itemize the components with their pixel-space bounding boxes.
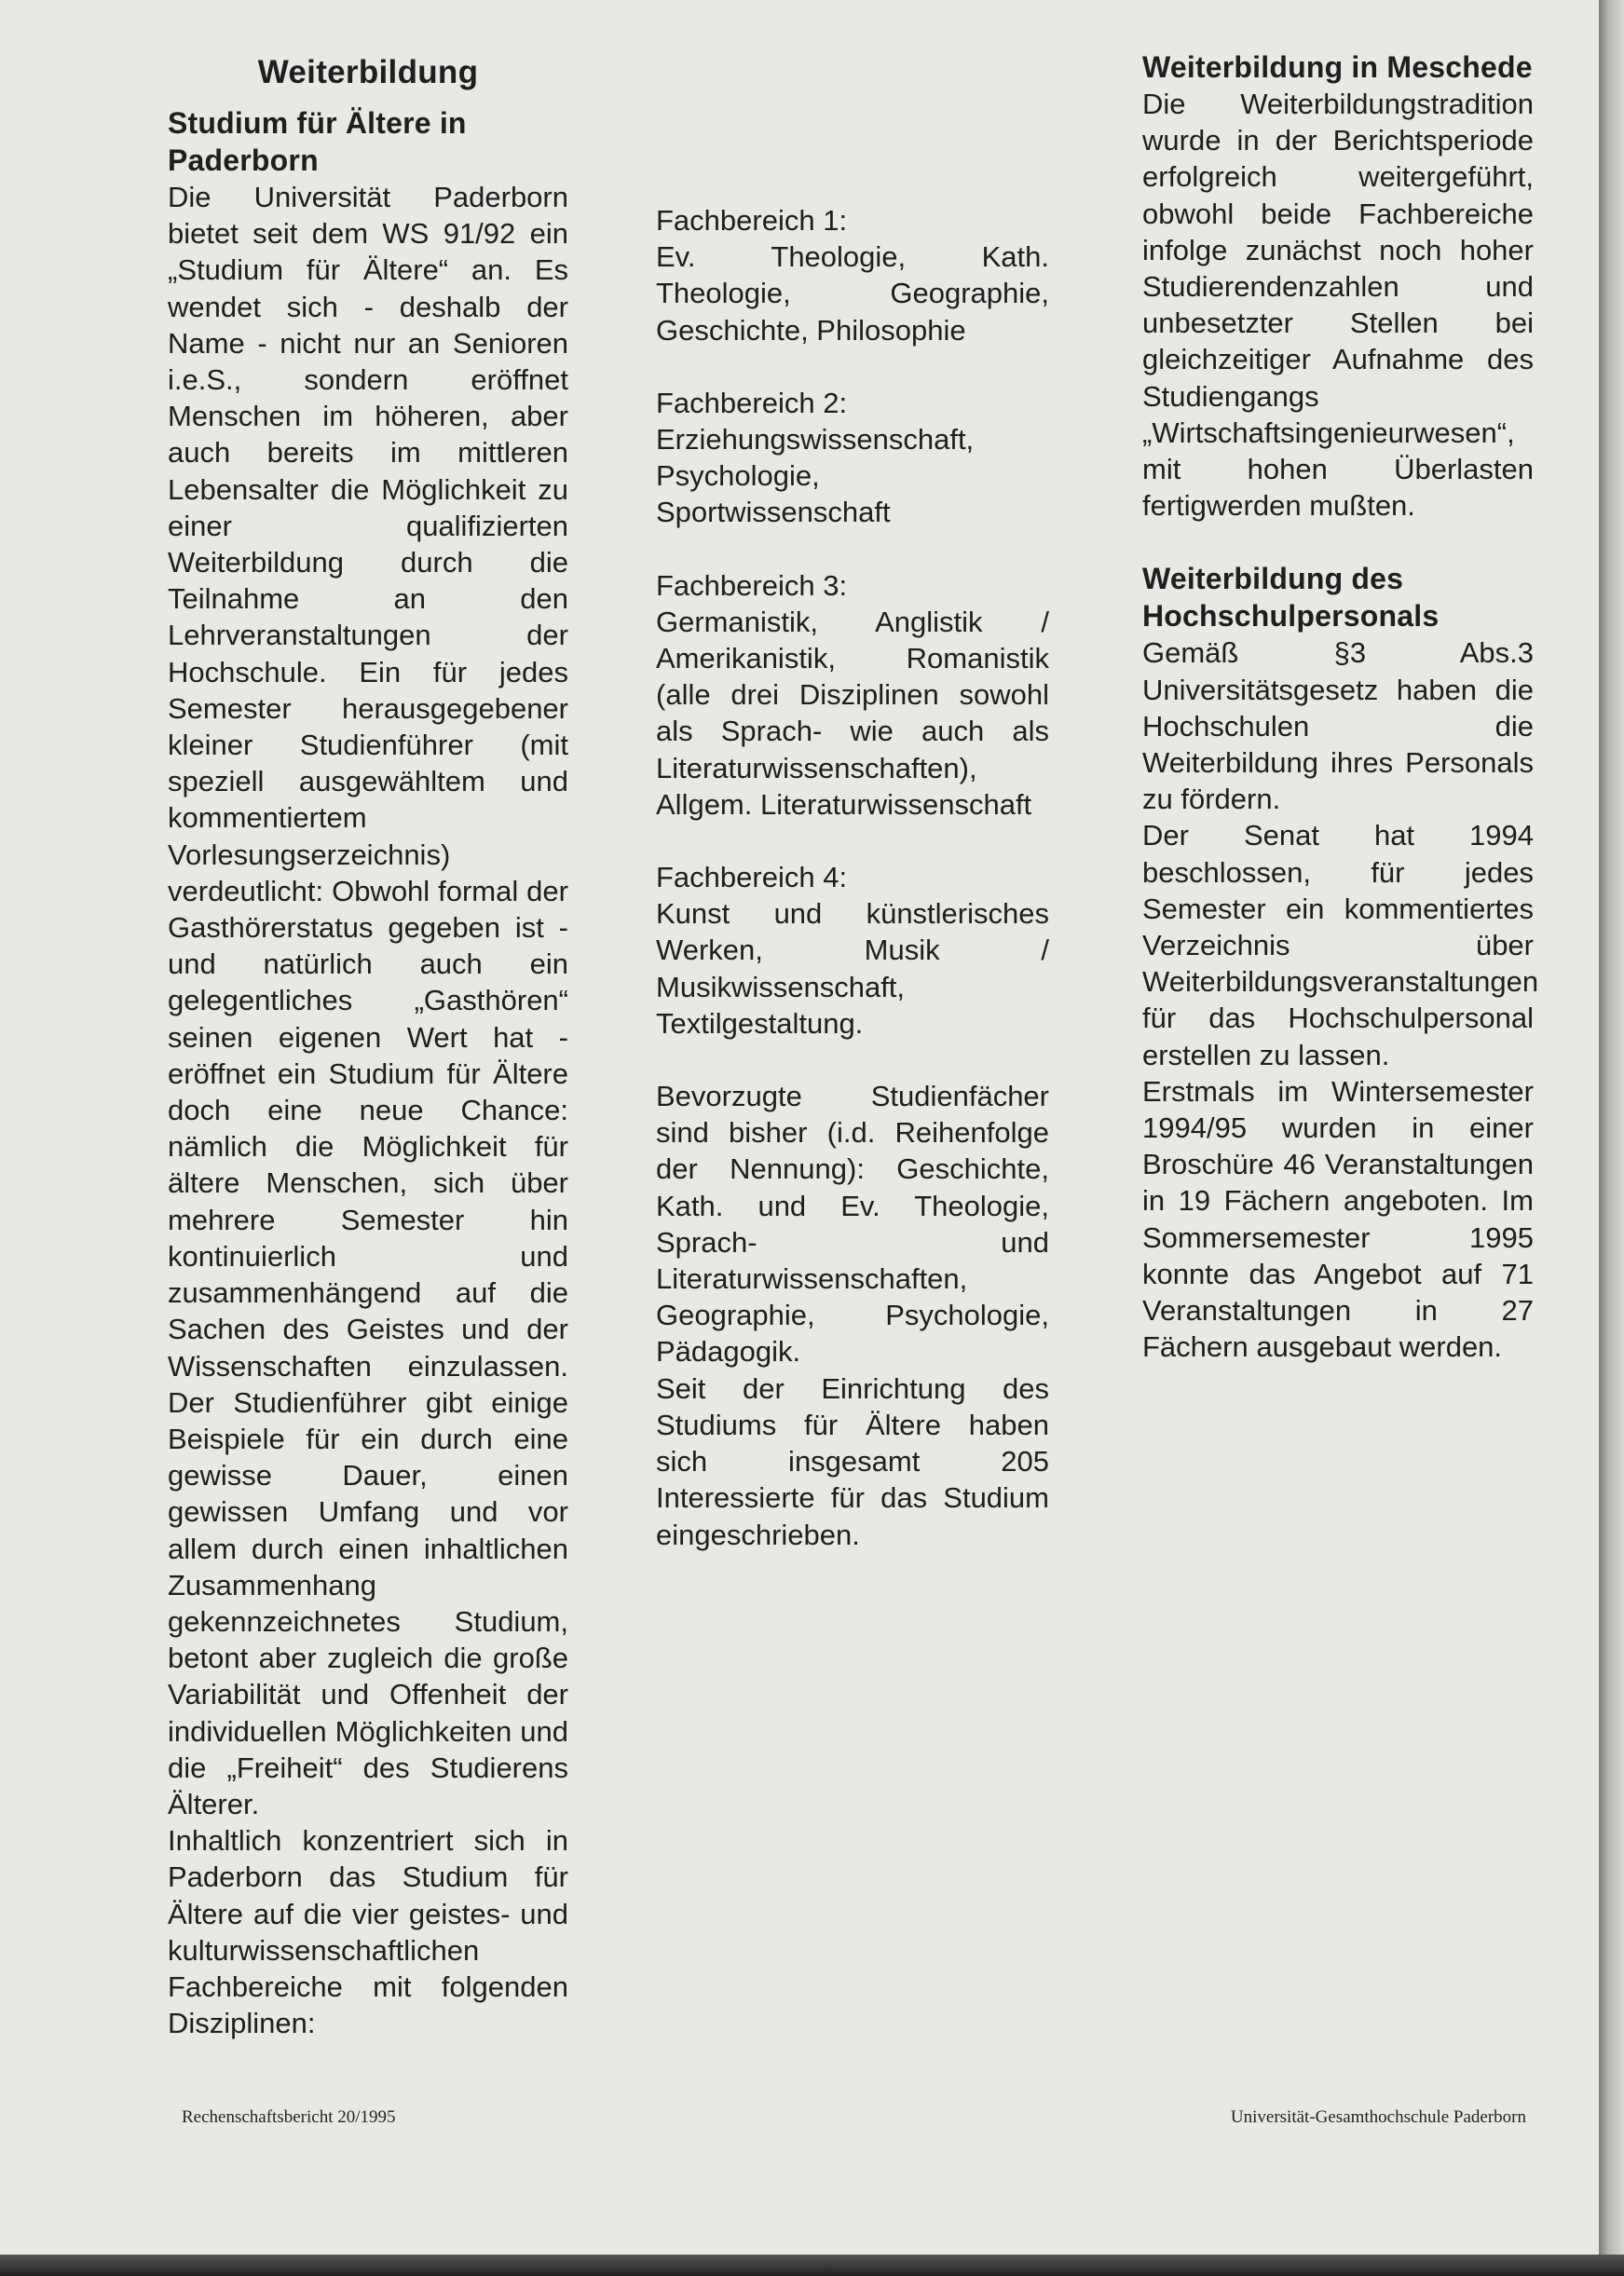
paragraph-bevorzugte-faecher: Bevorzugte Studienfächer sind bisher (i.d. Reihenfolge der Nennung): Geschichte, Kath. und Ev. Theologie, Sprach- und Literaturwissenschaften, Geographie, Psychologie, Pädagogik.	[656, 1080, 1049, 1369]
footer-university: Universität-Gesamthochschule Paderborn	[1230, 2107, 1526, 2127]
faculty-2-name: Fachbereich 2:	[656, 386, 848, 419]
paragraph-inhalt: Inhaltlich konzentriert sich in Paderborn das Studium für Ältere auf die vier geistes- und kulturwissenschaftlichen Fachbereiche mit folgenden Disziplinen:	[168, 1824, 568, 2040]
faculty-2-subjects: Erziehungswissenschaft, Psychologie, Sportwissenschaft	[656, 423, 975, 529]
paragraph-meschede: Die Weiterbildungstradition wurde in der Berichtsperiode erfolgreich weitergeführt, obwohl beide Fachbereiche infolge zunächst noch hoher Studierendenzahlen und unbesetzter Stellen bei gleichzeitiger Aufnahme des Studiengangs „Wirtschaftsingenieurwesen“, mit hohen Überlasten fertigwerden mußten.	[1142, 88, 1534, 523]
heading-meschede: Weiterbildung in Meschede	[1142, 50, 1533, 84]
footer-report-title: Rechenschaftsbericht 20/1995	[182, 2107, 396, 2127]
column-2	[656, 48, 1049, 1553]
faculty-1-subjects: Ev. Theologie, Kath. Theologie, Geographie, Geschichte, Philosophie	[656, 240, 1049, 347]
paragraph-einschreibungen: Seit der Einrichtung des Studiums für Ältere haben sich insgesamt 205 Interessierte für das Studium eingeschrieben.	[656, 1371, 1049, 1551]
paragraph-senat: Der Senat hat 1994 beschlossen, für jedes Semester ein kommentiertes Verzeichnis über Weiterbildungsveranstaltungen für das Hochschulpersonal erstellen zu lassen.	[1142, 819, 1539, 1071]
faculty-1-name: Fachbereich 1:	[656, 204, 848, 237]
heading-studium-aeltere: Studium für Ältere in Paderborn	[168, 106, 467, 177]
faculty-4-name: Fachbereich 4:	[656, 861, 848, 894]
paragraph-intro: Die Universität Paderborn bietet seit dem WS 91/92 ein „Studium für Ältere“ an. Es wendet sich - deshalb der Name - nicht nur an Senioren i.e.S., sondern eröffnet Menschen im höheren, aber auch bereits im mittleren Lebensalter die Möglichkeit zu einer qualifizierten Weiterbildung durch die Teilnahme an den Lehrveranstaltungen der Hochschule. Ein für jedes Semester herausgegebener kleiner Studienführer (mit speziell ausgewähltem und kommentiertem Vorlesungserzeichnis) verdeutlicht: Obwohl formal der Gasthörerstatus gegeben ist - und natürlich auch ein gelegentliches „Gasthören“ seinen eigenen Wert hat - eröffnet ein Studium für Ältere doch eine neue Chance: nämlich die Möglichkeit für ältere Menschen, sich über mehrere Semester hin kontinuierlich und zusammenhängend auf die Sachen des Geistes und der Wissenschaften einzulassen. Der Studienführer gibt einige Beispiele für ein durch eine gewisse Dauer, einen gewissen Umfang und vor allem durch einen inhaltlichen Zusammenhang gekennzeichnetes Studium, betont aber zugleich die große Variabilität und Offenheit der individuellen Möglichkeiten und die „Freiheit“ des Studierens Älterer.	[168, 181, 568, 1820]
column-3	[1142, 48, 1539, 1366]
scan-bottom-edge	[0, 2255, 1624, 2276]
paragraph-gesetz: Gemäß §3 Abs.3 Universitätsgesetz haben die Hochschulen die Weiterbildung ihres Personals zu fördern.	[1142, 636, 1534, 816]
paragraph-veranstaltungen: Erstmals im Wintersemester 1994/95 wurden in einer Broschüre 46 Veranstaltungen in 19 Fächern angeboten. Im Sommersemester 1995 konnte das Angebot auf 71 Veranstaltungen in 27 Fächern ausgebaut werden.	[1142, 1074, 1534, 1364]
faculty-3-name: Fachbereich 3:	[656, 568, 848, 602]
heading-hochschulpersonal: Weiterbildung des Hochschulpersonals	[1142, 562, 1440, 634]
book-spine	[1599, 0, 1624, 2276]
faculty-4-subjects: Kunst und künstlerisches Werken, Musik / Musikwissenschaft, Textilgestaltung.	[656, 897, 1049, 1040]
column-1	[168, 48, 568, 2041]
section-title: Weiterbildung	[257, 54, 479, 90]
faculty-3-subjects: Germanistik, Anglistik / Amerikanistik, Romanistik (alle drei Disziplinen sowohl als Sprach- wie auch als Literaturwissenschaften), Allgem. Literaturwissenschaft	[656, 605, 1049, 821]
